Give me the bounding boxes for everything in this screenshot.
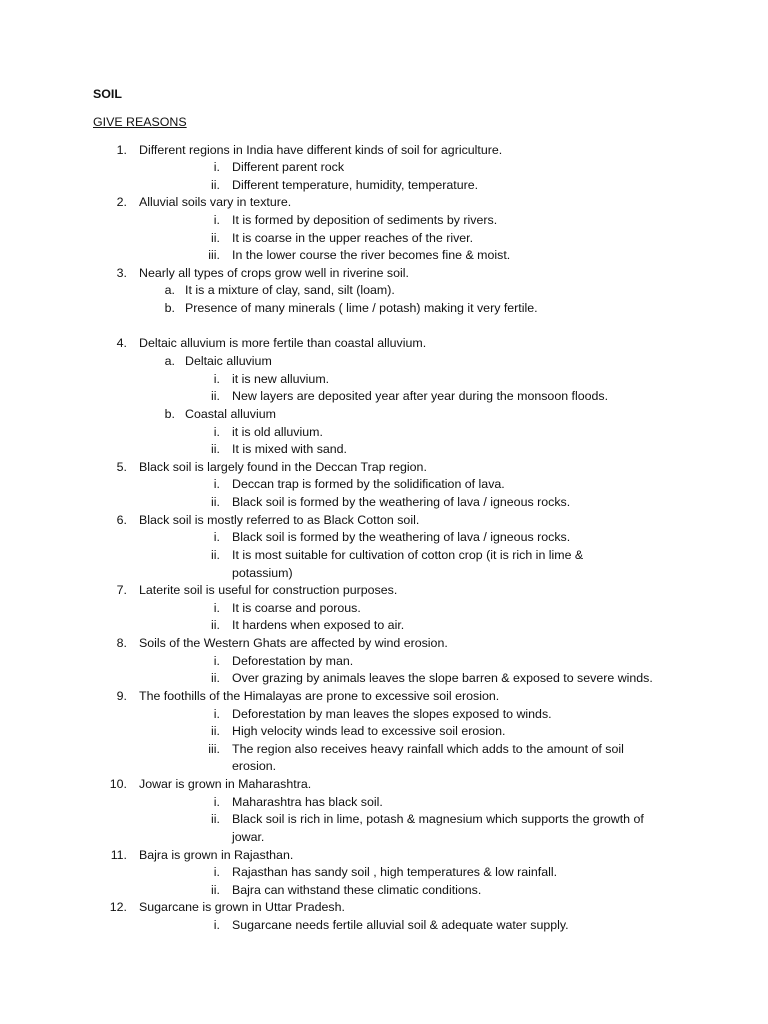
list-marker: i. bbox=[213, 530, 220, 544]
list-marker: ii. bbox=[211, 231, 220, 245]
list-marker: 1. bbox=[116, 143, 127, 157]
list-marker: i. bbox=[213, 477, 220, 491]
list-marker: 6. bbox=[116, 513, 127, 527]
list-item-text: Sugarcane is grown in Uttar Pradesh. bbox=[139, 900, 345, 914]
list-item-text: Different temperature, humidity, temperature. bbox=[232, 178, 479, 192]
list-item-text: jowar. bbox=[232, 830, 265, 844]
list-marker: 2. bbox=[116, 195, 127, 209]
list-marker: i. bbox=[213, 372, 220, 386]
list-item-text: Coastal alluvium bbox=[185, 407, 276, 421]
list-marker: ii. bbox=[211, 442, 220, 456]
list-item-text: Deforestation by man. bbox=[232, 654, 354, 668]
list-marker: i. bbox=[213, 601, 220, 615]
list-item-text: erosion. bbox=[232, 759, 277, 773]
list-item-text: Black soil is largely found in the Deccan Trap region. bbox=[139, 460, 427, 474]
list-item-text: It is coarse in the upper reaches of the river. bbox=[232, 231, 474, 245]
list-item-text: Maharashtra has black soil. bbox=[232, 795, 383, 809]
list-marker: b. bbox=[164, 407, 175, 421]
list-item-text: Jowar is grown in Maharashtra. bbox=[139, 777, 312, 791]
list-item-text: It is coarse and porous. bbox=[232, 601, 361, 615]
list-item-text: It hardens when exposed to air. bbox=[232, 618, 405, 632]
list-item-text: potassium) bbox=[232, 566, 293, 580]
list-marker: 12. bbox=[109, 900, 127, 914]
list-item-text: It is mixed with sand. bbox=[232, 442, 348, 456]
section-heading: GIVE REASONS bbox=[93, 115, 187, 129]
list-marker: ii. bbox=[211, 671, 220, 685]
list-item-text: Soils of the Western Ghats are affected by wind erosion. bbox=[139, 636, 448, 650]
list-item-text: In the lower course the river becomes fine & moist. bbox=[232, 248, 511, 262]
list-marker: iii. bbox=[208, 742, 220, 756]
list-marker: ii. bbox=[211, 548, 220, 562]
list-marker: i. bbox=[213, 213, 220, 227]
list-marker: i. bbox=[213, 425, 220, 439]
list-marker: i. bbox=[213, 707, 220, 721]
list-item-text: It is formed by deposition of sediments by rivers. bbox=[232, 213, 498, 227]
list-item-text: Different regions in India have different kinds of soil for agriculture. bbox=[139, 143, 503, 157]
list-item-text: Over grazing by animals leaves the slope barren & exposed to severe winds. bbox=[232, 671, 653, 685]
list-marker: b. bbox=[164, 301, 175, 315]
list-item-text: Bajra can withstand these climatic conditions. bbox=[232, 883, 482, 897]
list-item-text: Black soil is formed by the weathering of lava / igneous rocks. bbox=[232, 530, 571, 544]
list-item-text: New layers are deposited year after year during the monsoon floods. bbox=[232, 389, 609, 403]
list-item-text: Black soil is formed by the weathering of lava / igneous rocks. bbox=[232, 495, 571, 509]
list-marker: ii. bbox=[211, 883, 220, 897]
list-marker: i. bbox=[213, 160, 220, 174]
list-marker: 10. bbox=[109, 777, 127, 791]
list-item-text: Deforestation by man leaves the slopes exposed to winds. bbox=[232, 707, 552, 721]
list-marker: ii. bbox=[211, 724, 220, 738]
list-item-text: Alluvial soils vary in texture. bbox=[139, 195, 292, 209]
list-marker: 8. bbox=[116, 636, 127, 650]
list-marker: i. bbox=[213, 795, 220, 809]
list-item-text: it is new alluvium. bbox=[232, 372, 330, 386]
list-item-text: Deltaic alluvium is more fertile than coastal alluvium. bbox=[139, 336, 427, 350]
list-marker: iii. bbox=[208, 248, 220, 262]
list-marker: 3. bbox=[116, 266, 127, 280]
list-item-text: High velocity winds lead to excessive soil erosion. bbox=[232, 724, 506, 738]
list-item-text: It is a mixture of clay, sand, silt (loam). bbox=[185, 283, 395, 297]
list-marker: 9. bbox=[116, 689, 127, 703]
list-item-text: Nearly all types of crops grow well in riverine soil. bbox=[139, 266, 409, 280]
list-item-text: It is most suitable for cultivation of cotton crop (it is rich in lime & bbox=[232, 548, 584, 562]
list-item-text: Deccan trap is formed by the solidification of lava. bbox=[232, 477, 505, 491]
list-marker: 11. bbox=[110, 848, 127, 862]
list-item-text: Rajasthan has sandy soil , high temperatures & low rainfall. bbox=[232, 865, 558, 879]
list-marker: i. bbox=[213, 918, 220, 932]
list-marker: a. bbox=[164, 283, 175, 297]
list-marker: ii. bbox=[211, 812, 220, 826]
list-item-text: Deltaic alluvium bbox=[185, 354, 272, 368]
list-marker: ii. bbox=[211, 389, 220, 403]
page-title: SOIL bbox=[93, 87, 122, 101]
list-item-text: Presence of many minerals ( lime / potash) making it very fertile. bbox=[185, 301, 538, 315]
list-marker: 4. bbox=[116, 336, 127, 350]
list-item-text: it is old alluvium. bbox=[232, 425, 323, 439]
list-marker: ii. bbox=[211, 178, 220, 192]
list-marker: a. bbox=[164, 354, 175, 368]
list-item-text: Black soil is mostly referred to as Black Cotton soil. bbox=[139, 513, 420, 527]
list-item-text: The foothills of the Himalayas are prone to excessive soil erosion. bbox=[139, 689, 500, 703]
list-item-text: Laterite soil is useful for construction purposes. bbox=[139, 583, 398, 597]
list-marker: ii. bbox=[211, 495, 220, 509]
list-marker: i. bbox=[213, 865, 220, 879]
list-marker: ii. bbox=[211, 618, 220, 632]
list-item-text: Different parent rock bbox=[232, 160, 345, 174]
list-item-text: Black soil is rich in lime, potash & magnesium which supports the growth of bbox=[232, 812, 644, 826]
list-marker: 5. bbox=[116, 460, 127, 474]
list-item-text: Bajra is grown in Rajasthan. bbox=[139, 848, 294, 862]
list-item-text: The region also receives heavy rainfall which adds to the amount of soil bbox=[232, 742, 624, 756]
list-marker: 7. bbox=[116, 583, 127, 597]
list-marker: i. bbox=[213, 654, 220, 668]
list-item-text: Sugarcane needs fertile alluvial soil & adequate water supply. bbox=[232, 918, 569, 932]
